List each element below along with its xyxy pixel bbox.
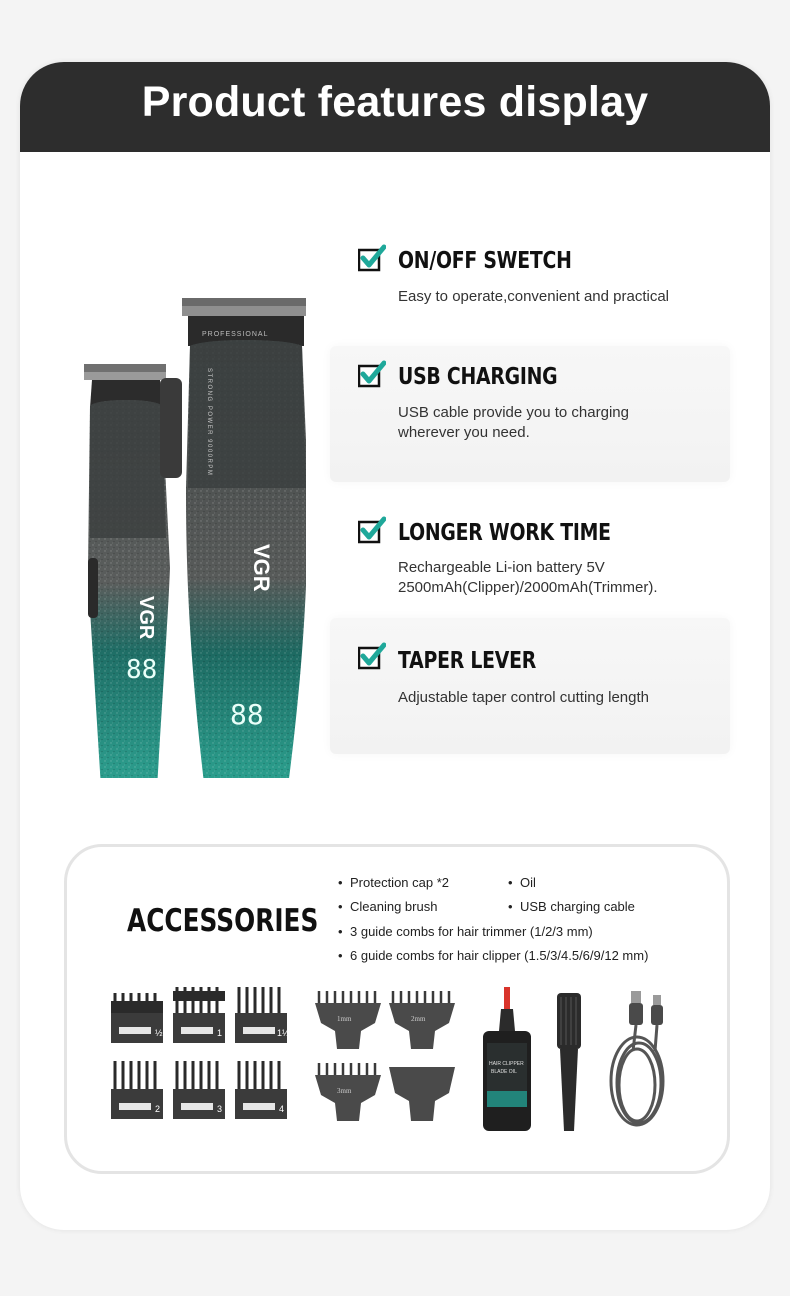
header-bar	[20, 62, 770, 152]
guide-comb	[111, 993, 163, 1043]
trimmer-comb	[389, 991, 455, 1049]
feature-desc: Easy to operate,convenient and practical	[398, 288, 670, 305]
feature-title: USB CHARGING	[398, 364, 558, 390]
blade-label: PROFESSIONAL	[202, 331, 269, 338]
guide-comb	[111, 1061, 163, 1119]
trimmer-comb	[315, 1063, 381, 1121]
trimmer	[84, 364, 182, 778]
comb-number: 3	[217, 1104, 223, 1114]
guide-comb	[173, 1061, 225, 1119]
clipper-display: 88	[230, 698, 264, 731]
feature-title: ON/OFF SWETCH	[398, 248, 572, 274]
feature-desc-line1: USB cable provide you to charging	[398, 404, 629, 421]
guide-comb	[173, 987, 225, 1043]
product-card	[20, 62, 770, 1230]
oil-bottle-icon	[479, 987, 535, 1133]
trimmer-comb	[315, 991, 381, 1049]
accessory-item: • Protection cap *2	[350, 875, 449, 890]
body-label: STRONG POWER 9000RPM	[206, 368, 212, 477]
comb-number: ½	[155, 1028, 163, 1038]
accessories-box	[64, 844, 730, 1174]
trimmer-comb-label: 1mm	[337, 1015, 352, 1023]
clipper-guide-combs	[107, 987, 297, 1137]
checkbox-check-icon	[358, 516, 386, 544]
page-title: Product features display	[141, 78, 649, 126]
accessory-item: • 3 guide combs for hair trimmer (1/2/3 mm)	[350, 924, 593, 939]
feature-desc-line2: wherever you need.	[398, 424, 530, 441]
feature-on-off	[330, 230, 730, 320]
accessories-title: ACCESSORIES	[127, 903, 319, 939]
feature-desc-line2: 2500mAh(Clipper)/2000mAh(Trimmer).	[398, 579, 658, 596]
feature-longer-work-time	[330, 502, 730, 612]
clipper	[182, 298, 306, 778]
feature-desc-line1: Rechargeable Li-ion battery 5V	[398, 559, 605, 576]
feature-title: TAPER LEVER	[398, 648, 536, 674]
comb-number: 1	[217, 1028, 223, 1038]
trimmer-comb-label: 2mm	[411, 1015, 426, 1023]
checkbox-check-icon	[358, 244, 386, 272]
feature-title: LONGER WORK TIME	[398, 520, 611, 546]
feature-taper-lever	[330, 618, 730, 754]
accessory-item: • USB charging cable	[520, 899, 635, 914]
clipper-product-image	[56, 238, 306, 778]
cleaning-brush-icon	[554, 993, 584, 1133]
trimmer-comb-label: 3mm	[337, 1087, 352, 1095]
feature-desc: Adjustable taper control cutting length	[398, 689, 649, 706]
clipper-brand: VGR	[249, 544, 274, 592]
usb-cable-icon	[603, 991, 673, 1131]
checkbox-check-icon	[358, 360, 386, 388]
guide-comb	[235, 987, 290, 1043]
accessory-item: • Oil	[520, 875, 536, 890]
feature-usb-charging	[330, 346, 730, 482]
guide-comb	[235, 1061, 287, 1119]
checkbox-check-icon	[358, 642, 386, 670]
oil-label-line2: BLADE OIL	[491, 1069, 517, 1075]
accessory-item: • 6 guide combs for hair clipper (1.5/3/4.5/6/9/12 mm)	[350, 948, 648, 963]
comb-number: 2	[155, 1104, 161, 1114]
trimmer-brand: VGR	[135, 596, 157, 640]
trimmer-guide-combs	[315, 991, 465, 1141]
oil-label-line1: HAIR CLIPPER	[489, 1061, 524, 1067]
comb-number: 4	[279, 1104, 285, 1114]
trimmer-display: 88	[126, 655, 158, 685]
accessory-item: • Cleaning brush	[350, 899, 437, 914]
protection-cap	[389, 1067, 455, 1121]
comb-number: 1½	[277, 1028, 290, 1038]
